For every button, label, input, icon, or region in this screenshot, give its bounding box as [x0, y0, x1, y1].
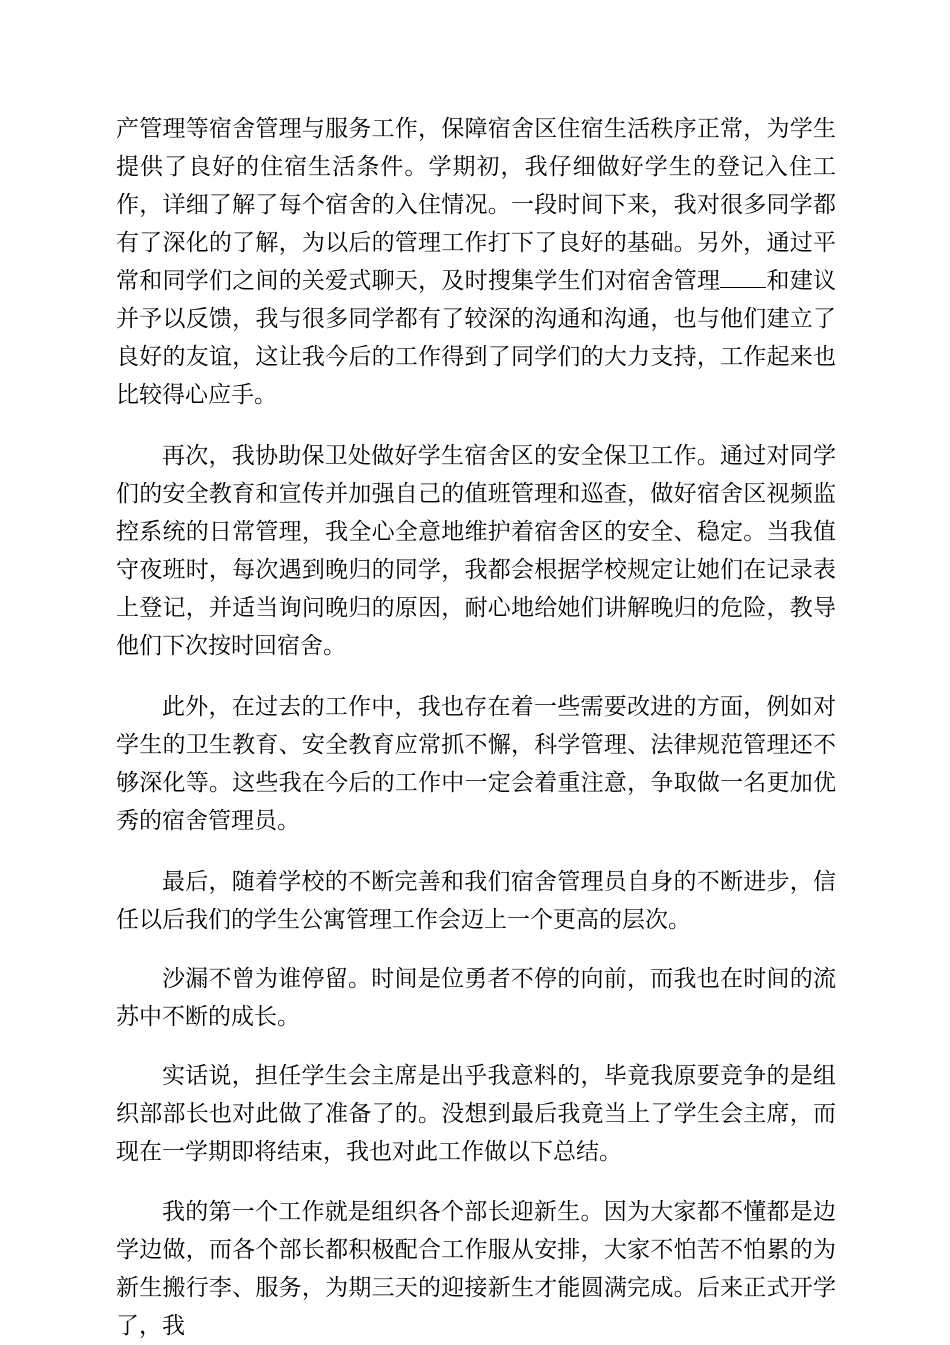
- document-page: [116, 110, 836, 1345]
- paragraph-1-text-b: 和建议并予以反馈，我与很多同学都有了较深的沟通和沟通，也与他们建立了良好的友谊，这让我今后的工作得到了同学们的大力支持，工作起来也比较得心应手。: [116, 268, 837, 408]
- paragraph-1-text-a: 产管理等宿舍管理与服务工作，保障宿舍区住宿生活秩序正常，为学生提供了良好的住宿生活条件。学期初，我仔细做好学生的登记入住工作，详细了解了每个宿舍的入住情况。一段时间下来，我对很多同学都有了深化的了解，为以后的管理工作打下了良好的基础。另外，通过平常和同学们之间的关爱式聊天，及时搜集学生们对宿舍管理: [116, 116, 836, 294]
- paragraph-3: 此外，在过去的工作中，我也存在着一些需要改进的方面，例如对学生的卫生教育、安全教育应常抓不懈，科学管理、法律规范管理还不够深化等。这些我在今后的工作中一定会着重注意，争取做一名更加优秀的宿舍管理员。: [116, 694, 836, 834]
- paragraph-4: 最后，随着学校的不断完善和我们宿舍管理员自身的不断进步，信任以后我们的学生公寓管理工作会迈上一个更高的层次。: [116, 869, 836, 933]
- paragraph-1: [116, 110, 836, 414]
- fill-in-blank: [720, 267, 766, 288]
- paragraph-2: 再次，我协助保卫处做好学生宿舍区的安全保卫工作。通过对同学们的安全教育和宣传并加强自己的值班管理和巡查，做好宿舍区视频监控系统的日常管理，我全心全意地维护着宿舍区的安全、稳定。当我值守夜班时，每次遇到晚归的同学，我都会根据学校规定让她们在记录表上登记，并适当询问晚归的原因，耐心地给她们讲解晚归的危险，教导他们下次按时回宿舍。: [116, 443, 836, 659]
- paragraph-5: 沙漏不曾为谁停留。时间是位勇者不停的向前，而我也在时间的流苏中不断的成长。: [116, 966, 836, 1030]
- paragraph-7: 我的第一个工作就是组织各个部长迎新生。因为大家都不懂都是边学边做，而各个部长都积极配合工作服从安排，大家不怕苦不怕累的为新生搬行李、服务，为期三天的迎接新生才能圆满完成。后来正式开学了，我: [116, 1199, 836, 1339]
- paragraph-6: 实话说，担任学生会主席是出乎我意料的，毕竟我原要竞争的是组织部部长也对此做了准备了的。没想到最后我竟当上了学生会主席，而现在一学期即将结束，我也对此工作做以下总结。: [116, 1063, 836, 1165]
